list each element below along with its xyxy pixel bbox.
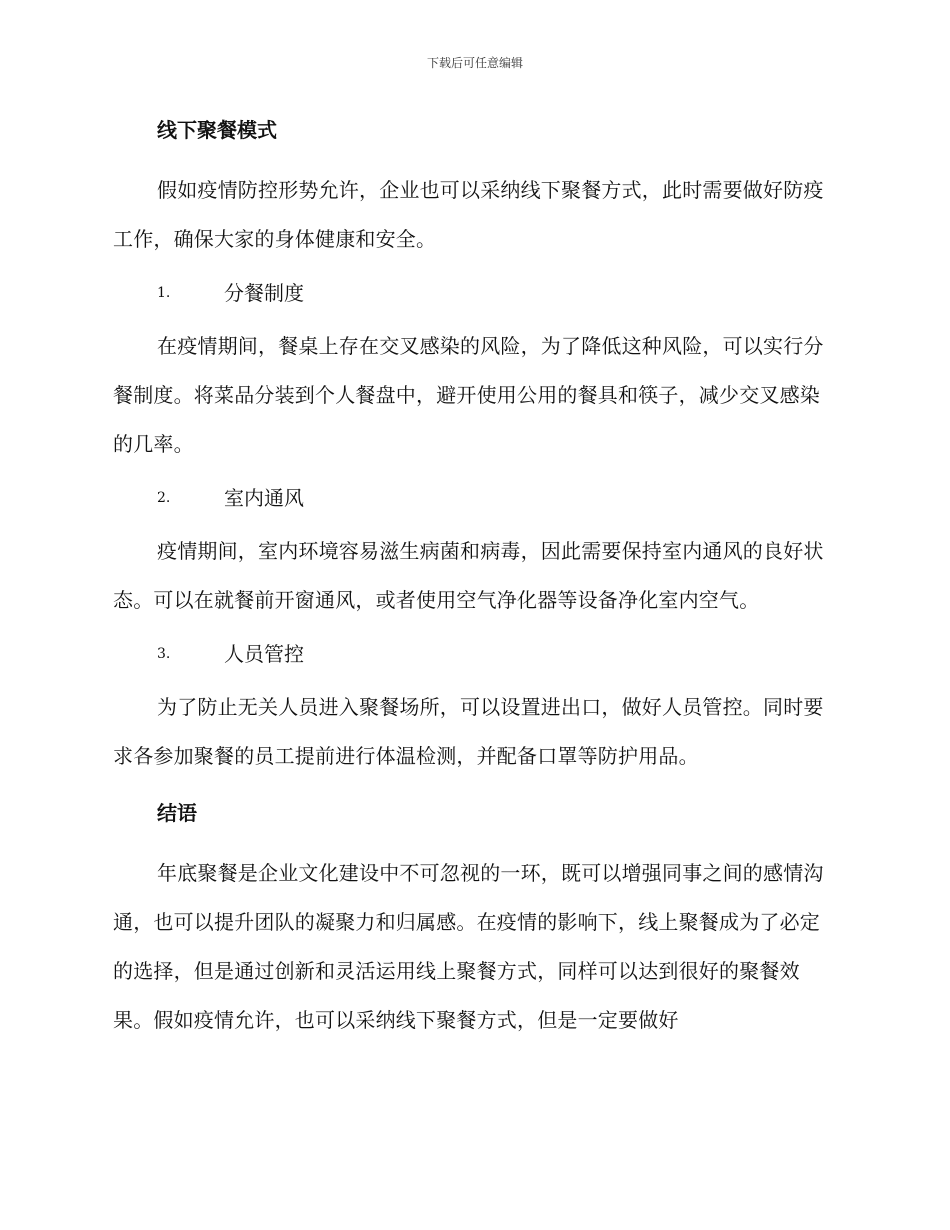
page-header: 下载后可任意编辑 xyxy=(426,56,523,70)
list-number: 2. xyxy=(157,490,171,506)
paragraph-conclusion: 年底聚餐是企业文化建设中不可忽视的一环，既可以增强同事之间的感情沟通，也可以提升团队的凝聚力和归属感。在疫情的影响下，线上聚餐成为了必定的选择，但是通过创新和灵活运用线上聚餐方式，同样可以达到很好的聚餐效果。假如疫情允许，也可以采纳线下聚餐方式，但是一定要做好 xyxy=(113,861,824,1032)
document-body xyxy=(113,108,833,1045)
list-item-2 xyxy=(113,469,833,527)
paragraph-item2: 疫情期间，室内环境容易滋生病菌和病毒，因此需要保持室内通风的良好状态。可以在就餐前开窗通风，或者使用空气净化器等设备净化室内空气。 xyxy=(113,539,824,612)
section-heading-conclusion: 结语 xyxy=(157,801,197,825)
list-item-title: 人员管控 xyxy=(224,642,304,666)
list-number: 3. xyxy=(157,646,171,662)
list-item-title: 室内通风 xyxy=(224,486,304,510)
list-item-1 xyxy=(113,264,833,322)
list-item-3 xyxy=(113,625,833,683)
list-item-title: 分餐制度 xyxy=(224,281,304,305)
section-heading-offline: 线下聚餐模式 xyxy=(157,118,277,142)
paragraph-item3: 为了防止无关人员进入聚餐场所，可以设置进出口，做好人员管控。同时要求各参加聚餐的员工提前进行体温检测，并配备口罩等防护用品。 xyxy=(113,695,824,768)
paragraph-item1: 在疫情期间，餐桌上存在交叉感染的风险，为了降低这种风险，可以实行分餐制度。将菜品分装到个人餐盘中，避开使用公用的餐具和筷子，减少交叉感染的几率。 xyxy=(113,334,824,456)
paragraph-offline-intro: 假如疫情防控形势允许，企业也可以采纳线下聚餐方式，此时需要做好防疫工作，确保大家的身体健康和安全。 xyxy=(113,178,824,251)
list-number: 1. xyxy=(157,285,171,301)
